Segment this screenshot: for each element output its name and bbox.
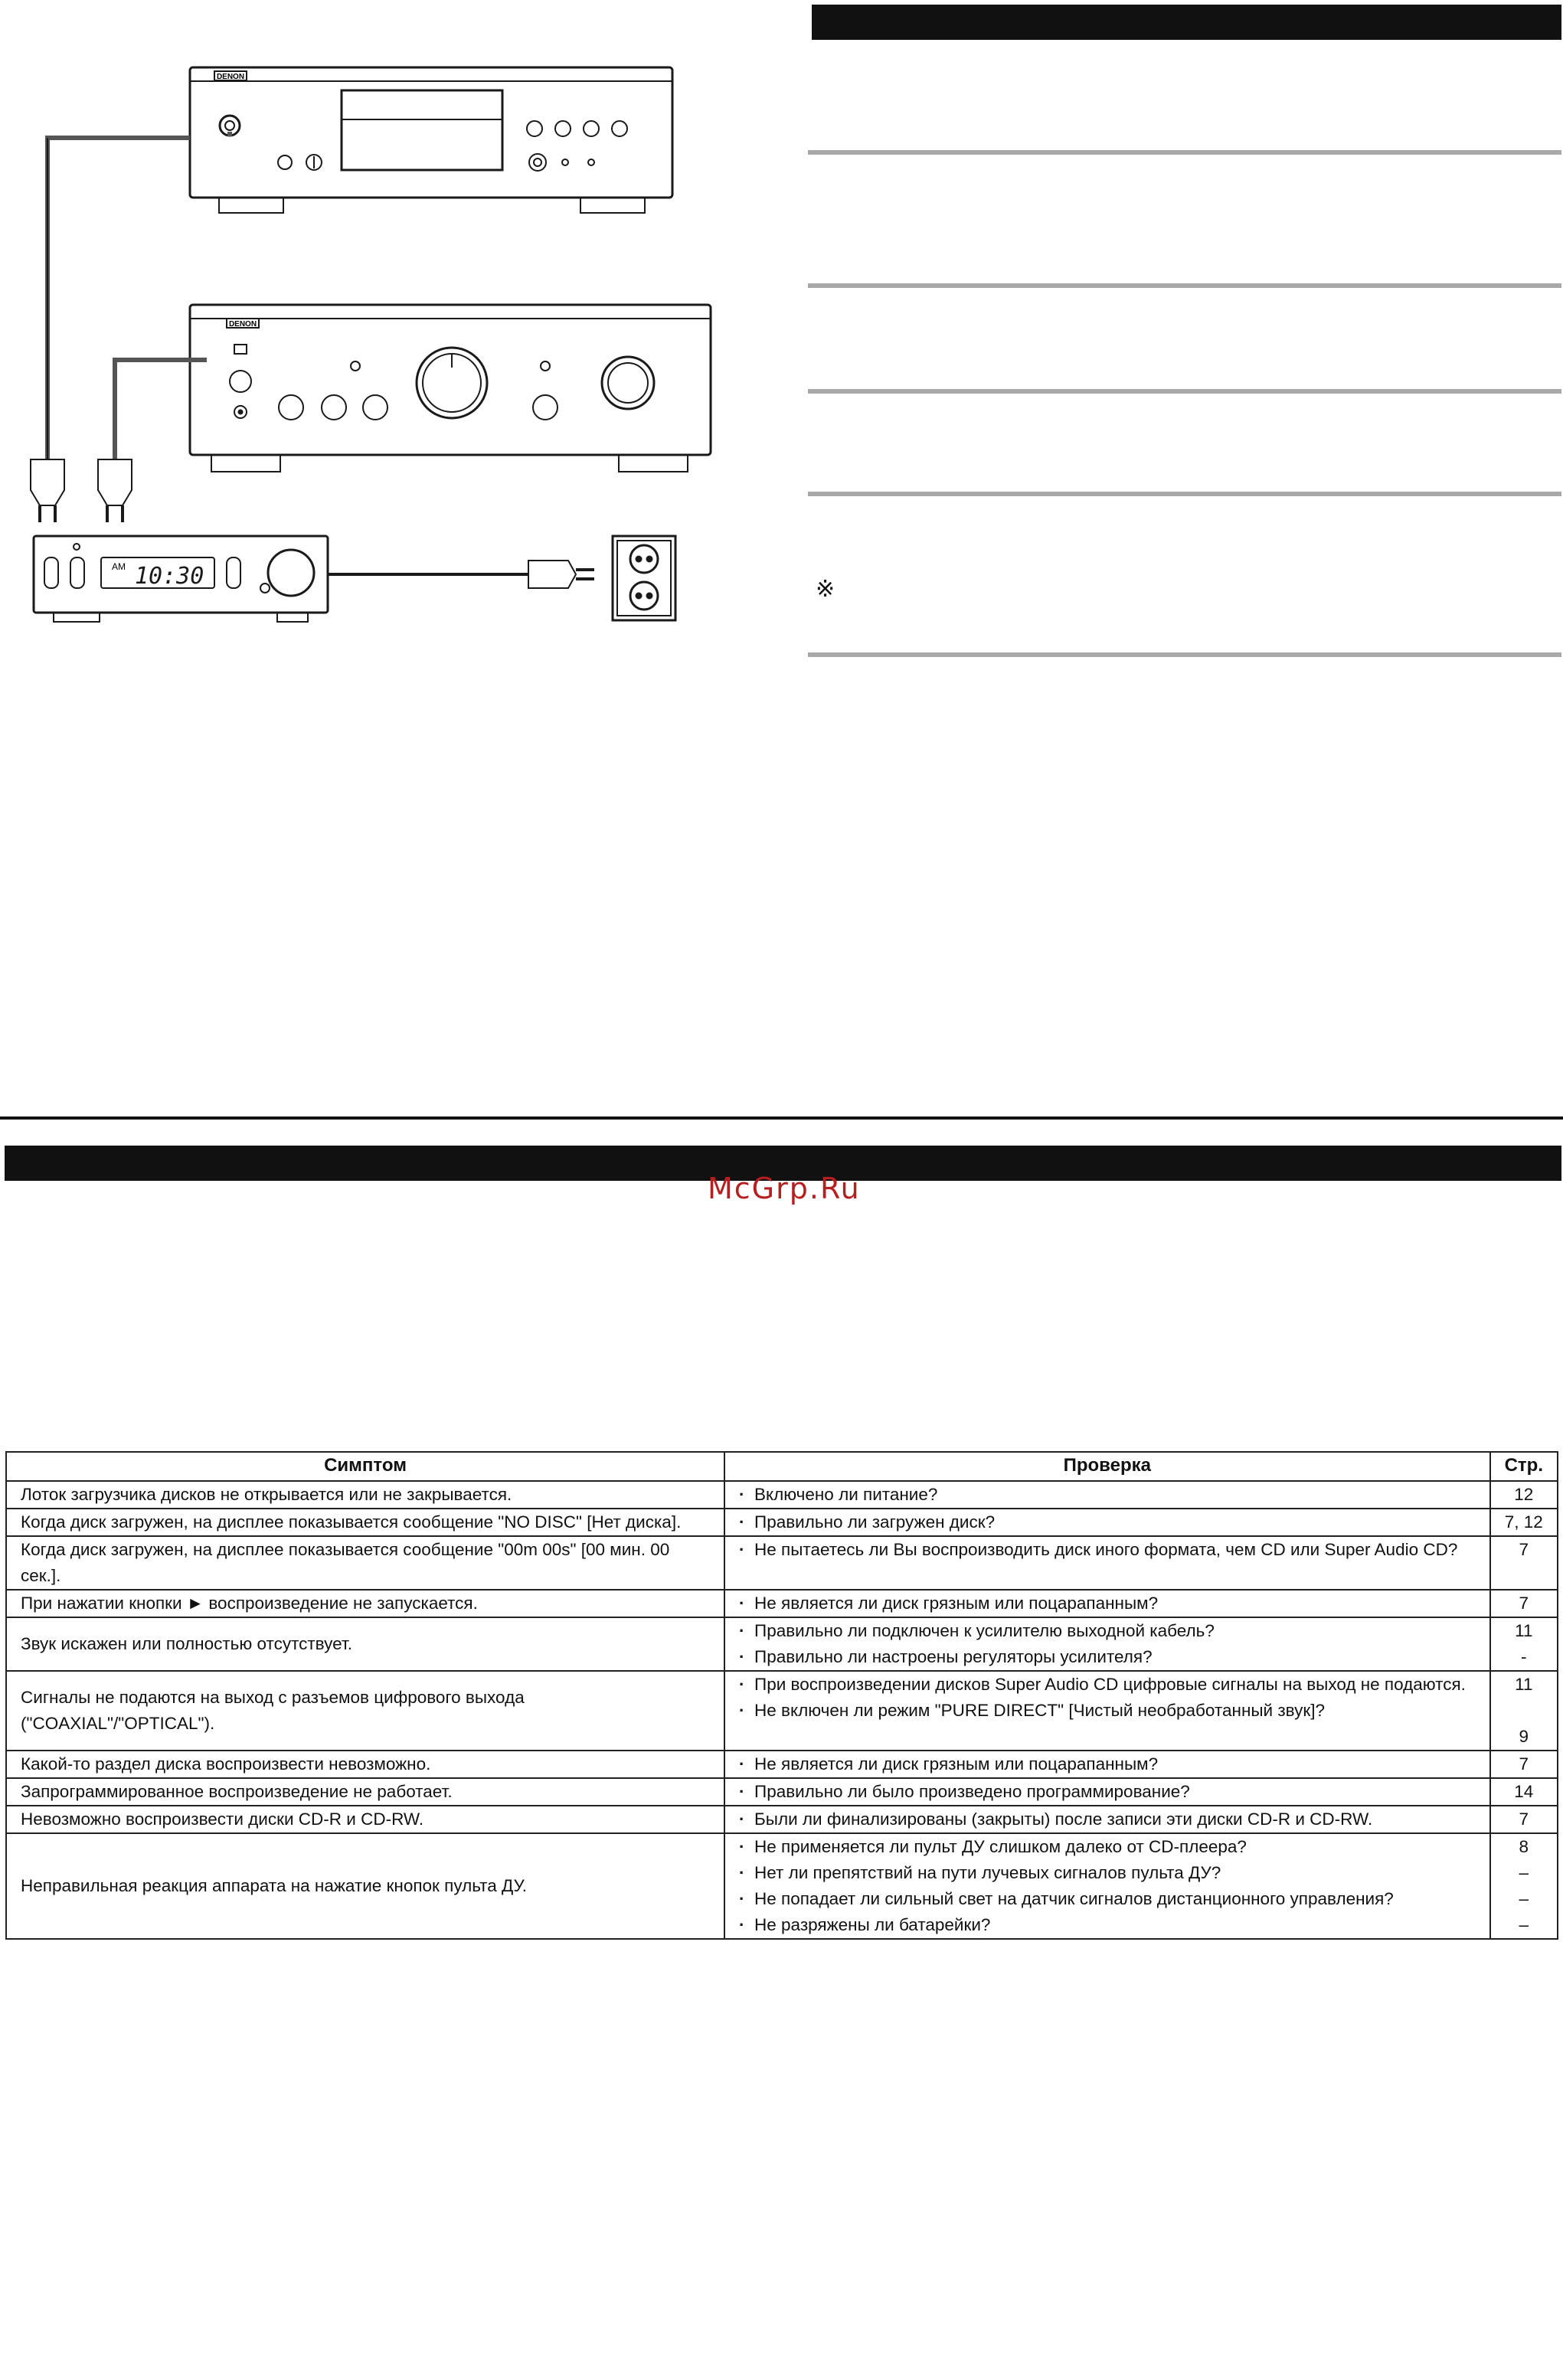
page-cell <box>1490 1751 1558 1778</box>
timer-am-label: AM <box>112 561 126 572</box>
page-cell <box>1490 1833 1558 1939</box>
check-cell <box>724 1833 1490 1939</box>
page-cell <box>1490 1536 1558 1590</box>
page-ref: 7 <box>1519 1594 1529 1613</box>
plug-icon <box>528 561 576 588</box>
connection-diagram <box>0 46 735 636</box>
page-ref: 8 <box>1519 1837 1529 1856</box>
check-cell <box>724 1751 1490 1778</box>
plug-icon <box>98 459 132 505</box>
plug-icon <box>31 459 64 505</box>
table-row <box>6 1833 1558 1939</box>
check-cell <box>724 1671 1490 1751</box>
section-divider <box>808 389 1561 394</box>
table-row <box>6 1536 1558 1590</box>
page-ref: 7 <box>1519 1754 1529 1774</box>
check-item: · Не попадает ли сильный свет на датчик сигналов дистанционного управления? <box>739 1886 1476 1912</box>
check-item: · Правильно ли было произведено программирование? <box>739 1779 1476 1805</box>
page-cell <box>1490 1806 1558 1833</box>
check-cell <box>724 1778 1490 1806</box>
page-cell <box>1490 1778 1558 1806</box>
check-item: · Не включен ли режим "PURE DIRECT" [Чистый необработанный звук]? <box>739 1698 1476 1724</box>
page-ref: 14 <box>1514 1782 1534 1801</box>
page-ref: – <box>1519 1889 1529 1908</box>
page-cell <box>1490 1509 1558 1536</box>
table-row <box>6 1617 1558 1671</box>
timer-time: 10:30 <box>135 563 204 590</box>
page-ref: - <box>1521 1647 1527 1666</box>
page-ref: – <box>1519 1863 1529 1882</box>
check-cell <box>724 1806 1490 1833</box>
watermark: McGrp.Ru <box>708 1172 861 1205</box>
page-ref: 7 <box>1519 1810 1529 1829</box>
table-row <box>6 1671 1558 1751</box>
wall-socket-icon <box>613 536 675 620</box>
page-ref: 7, 12 <box>1504 1512 1543 1532</box>
section-header-bar <box>812 5 1561 40</box>
check-item: · Правильно ли подключен к усилителю выходной кабель? <box>739 1618 1476 1644</box>
cd-player-brand: DENON <box>216 73 245 81</box>
table-row <box>6 1590 1558 1617</box>
column-header-page: Стр. <box>1490 1452 1558 1481</box>
page-cell <box>1490 1671 1558 1751</box>
check-item: · Были ли финализированы (закрыты) после записи эти диски CD-R и CD-RW. <box>739 1806 1476 1832</box>
page-ref: 7 <box>1519 1540 1529 1559</box>
check-item: · Не является ли диск грязным или поцарапанным? <box>739 1751 1476 1777</box>
page-cell <box>1490 1481 1558 1509</box>
section-divider <box>808 150 1561 155</box>
check-item: · Правильно ли настроены регуляторы усилителя? <box>739 1644 1476 1670</box>
table-row <box>6 1778 1558 1806</box>
page-ref: 11 <box>1515 1675 1533 1694</box>
table-row <box>6 1751 1558 1778</box>
table-row <box>6 1509 1558 1536</box>
check-cell <box>724 1481 1490 1509</box>
symptom-cell: Какой-то раздел диска воспроизвести невозможно. <box>6 1751 724 1778</box>
symptom-cell: Лоток загрузчика дисков не открывается или не закрывается. <box>6 1481 724 1509</box>
cd-player <box>190 67 672 198</box>
page-cell <box>1490 1617 1558 1671</box>
check-cell <box>724 1617 1490 1671</box>
check-item: · Правильно ли загружен диск? <box>739 1509 1476 1535</box>
check-item: · Включено ли питание? <box>739 1482 1476 1508</box>
amplifier-brand: DENON <box>228 320 257 329</box>
page-ref: 11 <box>1515 1621 1533 1640</box>
check-item: · Не разряжены ли батарейки? <box>739 1912 1476 1938</box>
page-ref: 9 <box>1519 1727 1529 1746</box>
check-item: · Нет ли препятствий на пути лучевых сигналов пульта ДУ? <box>739 1860 1476 1886</box>
table-header-row <box>6 1452 1558 1481</box>
column-header-check: Проверка <box>724 1452 1490 1481</box>
page-cell <box>1490 1590 1558 1617</box>
column-header-symptom: Симптом <box>6 1452 724 1481</box>
symptom-cell: При нажатии кнопки ► воспроизведение не запускается. <box>6 1590 724 1617</box>
section-divider <box>808 652 1561 657</box>
check-item: · Не пытаетесь ли Вы воспроизводить диск иного формата, чем CD или Super Audio CD? <box>739 1537 1476 1563</box>
symptom-cell: Когда диск загружен, на дисплее показывается сообщение "NO DISC" [Нет диска]. <box>6 1509 724 1536</box>
check-cell <box>724 1509 1490 1536</box>
page-ref: – <box>1519 1915 1529 1934</box>
page-separator <box>0 1116 1563 1120</box>
check-cell <box>724 1590 1490 1617</box>
amplifier <box>190 305 711 455</box>
note-symbol: ※ <box>816 576 835 603</box>
section-divider <box>808 283 1561 288</box>
check-item: · Не является ли диск грязным или поцарапанным? <box>739 1590 1476 1617</box>
section-divider <box>808 492 1561 496</box>
check-item: · При воспроизведении дисков Super Audio CD цифровые сигналы на выход не подаются. <box>739 1672 1476 1698</box>
check-item: · Не применяется ли пульт ДУ слишком далеко от CD-плеера? <box>739 1834 1476 1860</box>
table-row <box>6 1806 1558 1833</box>
symptom-cell: Звук искажен или полностью отсутствует. <box>6 1617 724 1671</box>
table-row <box>6 1481 1558 1509</box>
symptom-cell: Невозможно воспроизвести диски CD-R и CD-RW. <box>6 1806 724 1833</box>
page-ref: 12 <box>1514 1485 1534 1504</box>
symptom-cell: Запрограммированное воспроизведение не работает. <box>6 1778 724 1806</box>
symptom-cell: Сигналы не подаются на выход с разъемов цифрового выхода ("COAXIAL"/"OPTICAL"). <box>6 1671 724 1751</box>
check-cell <box>724 1536 1490 1590</box>
troubleshooting-table <box>5 1451 1558 1940</box>
symptom-cell: Когда диск загружен, на дисплее показывается сообщение "00m 00s" [00 мин. 00 сек.]. <box>6 1536 724 1590</box>
symptom-cell: Неправильная реакция аппарата на нажатие кнопок пульта ДУ. <box>6 1833 724 1939</box>
